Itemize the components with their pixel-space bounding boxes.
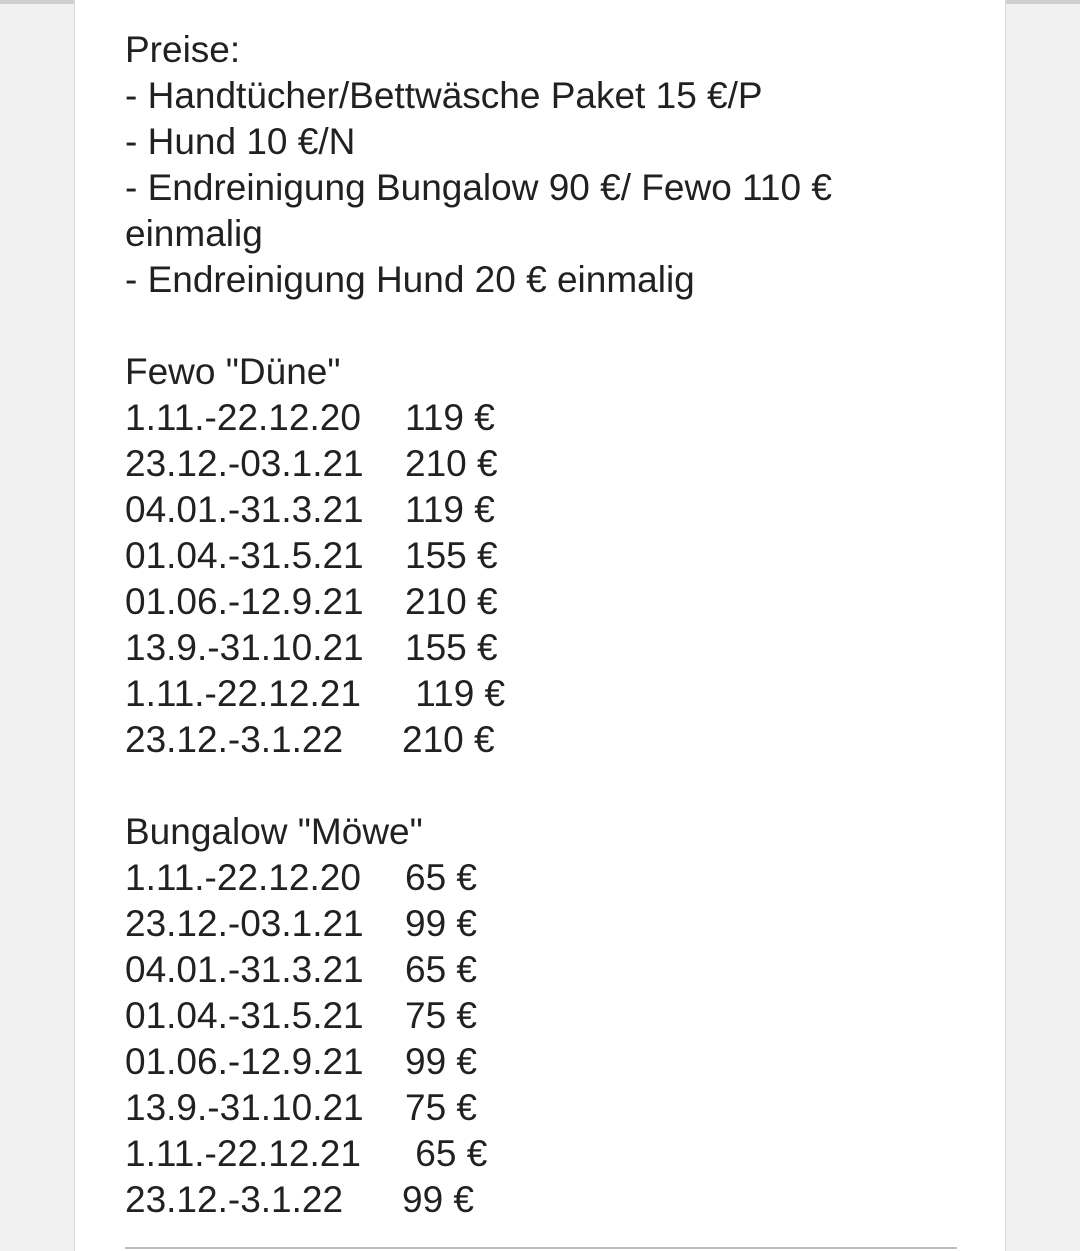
rate-price: 75 € [405,1087,478,1128]
rate-price: 210 € [402,719,495,760]
rate-period: 1.11.-22.12.20 [125,857,361,898]
rate-row [125,993,985,1039]
rate-period: 1.11.-22.12.20 [125,397,361,438]
rate-price: 119 € [405,673,506,714]
fewo-title: Fewo "Düne" [125,351,341,392]
price-item: - Endreinigung Bungalow 90 €/ Fewo 110 € einmalig [125,167,832,254]
rate-period: 01.06.-12.9.21 [125,581,364,622]
spacer [125,763,985,809]
rate-price: 65 € [405,949,478,990]
rate-period: 23.12.-3.1.22 [125,1179,344,1220]
rate-price: 65 € [405,1133,488,1174]
bungalow-title: Bungalow "Möwe" [125,811,423,852]
rate-price: 65 € [405,857,478,898]
rate-price: 75 € [405,995,478,1036]
fewo-rates [125,395,985,763]
rate-row [125,441,985,487]
rate-price: 99 € [405,903,478,944]
rate-price: 119 € [405,397,495,438]
rate-row [125,579,985,625]
rate-price: 155 € [405,535,498,576]
rate-period: 04.01.-31.3.21 [125,949,364,990]
rate-price: 210 € [405,581,498,622]
rate-row [125,671,985,717]
rate-period: 01.06.-12.9.21 [125,1041,364,1082]
rate-period: 13.9.-31.10.21 [125,1087,364,1128]
rate-row [125,947,985,993]
rate-period: 23.12.-03.1.21 [125,903,364,944]
rate-price: 99 € [405,1041,478,1082]
prices-heading: Preise: [125,29,241,70]
rate-row [125,717,985,763]
rate-period: 23.12.-03.1.21 [125,443,364,484]
rate-row [125,533,985,579]
rate-price: 210 € [405,443,498,484]
bottom-divider [125,1247,957,1249]
rate-period: 01.04.-31.5.21 [125,995,364,1036]
price-item: - Handtücher/Bettwäsche Paket 15 €/P [125,75,763,116]
rate-period: 1.11.-22.12.21 [125,673,361,714]
spacer [125,303,985,349]
rate-row [125,1177,985,1223]
rate-row [125,901,985,947]
message-body [125,27,985,1223]
rate-row [125,487,985,533]
message-card [74,0,1006,1251]
rate-period: 13.9.-31.10.21 [125,627,364,668]
rate-price: 119 € [405,489,495,530]
rate-period: 01.04.-31.5.21 [125,535,364,576]
rate-row [125,625,985,671]
rate-period: 23.12.-3.1.22 [125,719,344,760]
bungalow-rates [125,855,985,1223]
rate-price: 99 € [402,1179,475,1220]
rate-price: 155 € [405,627,498,668]
price-item: - Hund 10 €/N [125,121,356,162]
rate-period: 1.11.-22.12.21 [125,1133,361,1174]
rate-period: 04.01.-31.3.21 [125,489,364,530]
rate-row [125,1131,985,1177]
rate-row [125,395,985,441]
rate-row [125,855,985,901]
rate-row [125,1085,985,1131]
rate-row [125,1039,985,1085]
price-item: - Endreinigung Hund 20 € einmalig [125,259,695,300]
